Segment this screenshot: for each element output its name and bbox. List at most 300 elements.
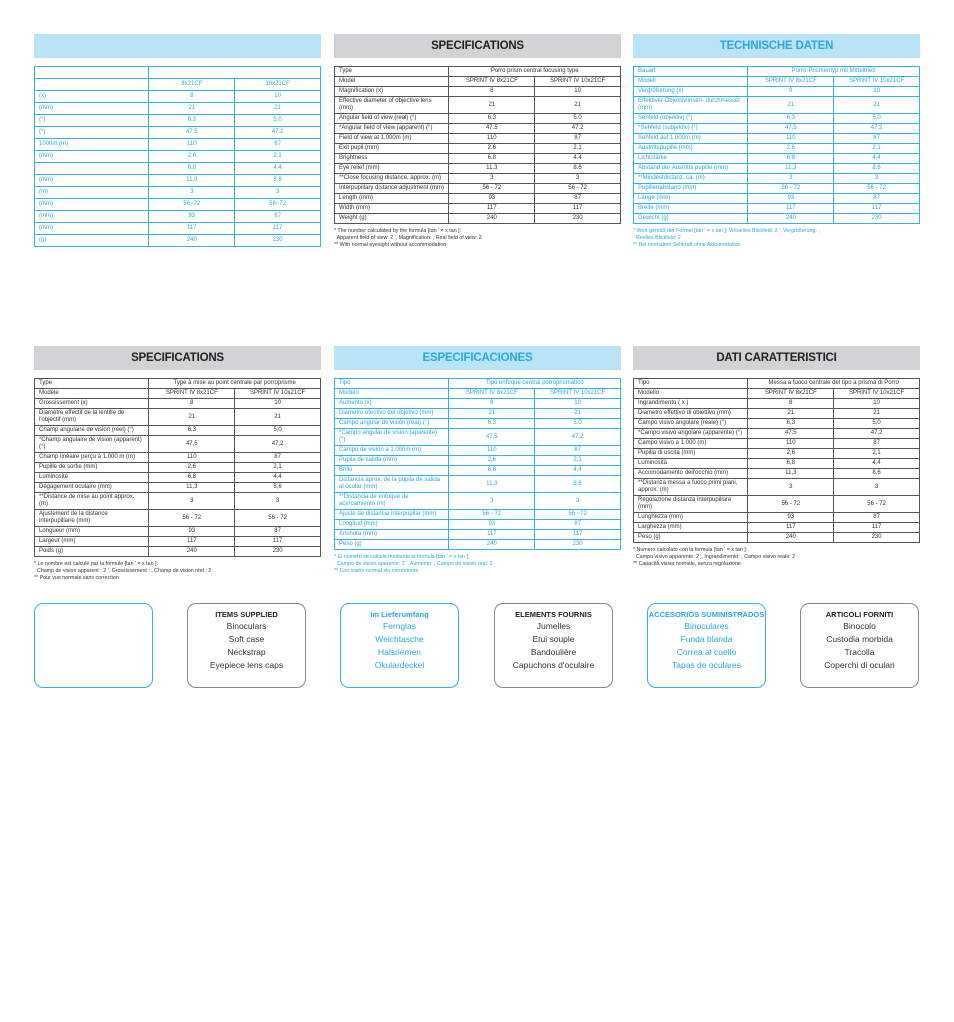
- table-row: [634, 479, 920, 496]
- cell-value: SPRINT IV 8x21CF: [149, 389, 235, 399]
- cell-value: 87: [834, 134, 920, 144]
- cell-value: 2,1: [834, 449, 920, 459]
- supplied-item: Neckstrap: [227, 647, 266, 657]
- cell-value: 2,1: [235, 463, 321, 473]
- row-label: Brightness: [335, 154, 449, 164]
- row-label: Ingrandimento ( x ): [634, 399, 748, 409]
- row-label: Bauart: [634, 67, 748, 77]
- table-row: [634, 409, 920, 419]
- row-label: [35, 67, 149, 79]
- cell-value: 240: [748, 214, 834, 224]
- items-supplied-box-es: [647, 603, 766, 688]
- cell-value: 47.2: [235, 127, 321, 139]
- cell-value: 230: [535, 540, 621, 550]
- items-supplied-title: ACCESORIOS SUMINISTRADOS: [648, 610, 765, 619]
- cell-value: 6.3: [449, 114, 535, 124]
- cell-value: 3: [449, 174, 535, 184]
- row-label: *Sehfeld (subjektiv) (°): [634, 124, 748, 134]
- cell-value: 21: [449, 409, 535, 419]
- cell-value: 117: [235, 537, 321, 547]
- row-label: Angular field of view (real) (°): [335, 114, 449, 124]
- footnote-line: Champ de vision apparent : 2 ', Grossissement : , Champ de vision réel : 2: [34, 568, 212, 574]
- table-row: [35, 67, 321, 79]
- cell-value: 6.8: [449, 154, 535, 164]
- cell-value: 3: [149, 187, 235, 199]
- cell-value: 5.0: [535, 114, 621, 124]
- cell-value: Porro prism central focusing type: [449, 67, 621, 77]
- cell-value: 11,3: [449, 476, 535, 493]
- spec-section-es: [334, 346, 621, 575]
- cell-value: 4,4: [535, 466, 621, 476]
- cell-value: 47,2: [235, 436, 321, 453]
- row-label: Modell: [634, 77, 748, 87]
- table-row: [634, 429, 920, 439]
- cell-value: 56 - 72: [449, 510, 535, 520]
- cell-value: 4,4: [834, 459, 920, 469]
- row-label: 1000m (m): [35, 139, 149, 151]
- cell-value: 117: [449, 204, 535, 214]
- cell-value: 87: [834, 439, 920, 449]
- cell-value: 240: [449, 214, 535, 224]
- table-row: [335, 456, 621, 466]
- table-row: [335, 114, 621, 124]
- table-row: [335, 540, 621, 550]
- table-row: [335, 154, 621, 164]
- table-row: [35, 139, 321, 151]
- table-row: [335, 520, 621, 530]
- cell-value: 2.1: [235, 151, 321, 163]
- section-header: [34, 34, 321, 58]
- cell-value: 11.3: [149, 175, 235, 187]
- cell-value: 240: [149, 235, 235, 247]
- cell-value: 6,8: [149, 473, 235, 483]
- table-row: [335, 174, 621, 184]
- table-row: [634, 174, 920, 184]
- cell-value: 2,6: [449, 456, 535, 466]
- cell-value: 2.6: [449, 144, 535, 154]
- footnote-line: Campo de visión aparente: 2 ', Aumento: , Campo de visión real: 2: [334, 561, 493, 567]
- row-label: (m): [35, 187, 149, 199]
- row-label: Sehfeld auf 1.000m (m): [634, 134, 748, 144]
- cell-value: 5,0: [535, 419, 621, 429]
- supplied-item: Funda blanda: [680, 634, 733, 644]
- row-label: Type: [35, 379, 149, 389]
- table-row: [35, 115, 321, 127]
- cell-value: 2,1: [535, 456, 621, 466]
- row-label: (x): [35, 91, 149, 103]
- row-label: (mm): [35, 211, 149, 223]
- footnote-line: Reelles Blickfeld: 2: [633, 235, 681, 241]
- table-row: [35, 79, 321, 91]
- cell-value: 240: [449, 540, 535, 550]
- cell-value: 110: [449, 446, 535, 456]
- cell-value: 93: [449, 194, 535, 204]
- cell-value: 87: [834, 194, 920, 204]
- table-row: [634, 87, 920, 97]
- supplied-item: Binocolo: [843, 621, 876, 631]
- spec-section-jp: [34, 34, 321, 247]
- cell-value: 2,6: [748, 144, 834, 154]
- table-row: [634, 523, 920, 533]
- row-label: Luminosità: [634, 459, 748, 469]
- table-row: [634, 459, 920, 469]
- cell-value: 10x21CF: [235, 79, 321, 91]
- row-label: Gewicht (g): [634, 214, 748, 224]
- cell-value: 56 - 72: [834, 496, 920, 513]
- row-label: Dégagement oculaire (mm): [35, 483, 149, 493]
- row-label: Model: [335, 77, 449, 87]
- cell-value: 4.4: [535, 154, 621, 164]
- cell-value: 110: [449, 134, 535, 144]
- row-label: Grossissement (x): [35, 399, 149, 409]
- table-row: [634, 513, 920, 523]
- row-label: Diámetro efectivo del objetivo (mm): [335, 409, 449, 419]
- row-label: **Distance de mise au point approx. (m): [35, 493, 149, 510]
- cell-value: SPRINT IV 10x21CF: [834, 77, 920, 87]
- table-row: [335, 419, 621, 429]
- row-label: Modèle: [35, 389, 149, 399]
- row-label: Larghezza (mm): [634, 523, 748, 533]
- cell-value: 5.0: [235, 115, 321, 127]
- row-label: Campo visivo angolare (reale) (°): [634, 419, 748, 429]
- supplied-item: Jumelles: [536, 621, 571, 631]
- row-label: Accomodamento dell'occhio (mm): [634, 469, 748, 479]
- section-header: TECHNISCHE DATEN: [633, 34, 920, 58]
- table-row: [634, 184, 920, 194]
- table-row: [634, 533, 920, 543]
- cell-value: 93: [748, 194, 834, 204]
- cell-value: 5,0: [235, 426, 321, 436]
- cell-value: 8.6: [235, 175, 321, 187]
- cell-value: 110: [149, 453, 235, 463]
- row-label: (°): [35, 127, 149, 139]
- cell-value: 87: [535, 446, 621, 456]
- table-row: [35, 409, 321, 426]
- cell-value: 3: [535, 493, 621, 510]
- row-label: Abstand der Austritts pupille (mm): [634, 164, 748, 174]
- cell-value: 93: [149, 527, 235, 537]
- table-row: [335, 134, 621, 144]
- row-label: (mm): [35, 223, 149, 235]
- cell-value: SPRINT IV 10x21CF: [535, 77, 621, 87]
- table-row: [35, 453, 321, 463]
- row-label: Anchura (mm): [335, 530, 449, 540]
- row-label: Austrittspupille (mm): [634, 144, 748, 154]
- table-row: [634, 134, 920, 144]
- row-label: Vergrößerung (x): [634, 87, 748, 97]
- table-row: [35, 163, 321, 175]
- supplied-item: Capuchons d'oculaire: [512, 660, 595, 670]
- row-label: Diamètre effectif de la lentille de l'objectif (mm): [35, 409, 149, 426]
- row-label: Magnification (x): [335, 87, 449, 97]
- cell-value: 240: [149, 547, 235, 557]
- cell-value: 56~72: [235, 199, 321, 211]
- spec-table: [334, 378, 621, 550]
- cell-value: 4,4: [235, 473, 321, 483]
- table-row: [634, 214, 920, 224]
- cell-value: 47,2: [535, 429, 621, 446]
- cell-value: 117: [834, 204, 920, 214]
- cell-value: 2.6: [149, 151, 235, 163]
- supplied-item: Soft case: [228, 634, 265, 644]
- cell-value: 3: [449, 493, 535, 510]
- table-row: [634, 124, 920, 134]
- cell-value: 21: [748, 409, 834, 419]
- row-label: Lichtstärke: [634, 154, 748, 164]
- items-supplied-box-fr: [494, 603, 613, 688]
- row-label: Tipo: [335, 379, 449, 389]
- footnote-line: ** Bei normalem Sehkraft ohne Akkomodation: [633, 242, 741, 248]
- table-row: [335, 214, 621, 224]
- table-row: [35, 537, 321, 547]
- cell-value: SPRINT IV 10x21CF: [834, 389, 920, 399]
- cell-value: 56 - 72: [834, 184, 920, 194]
- table-row: [35, 103, 321, 115]
- cell-value: 87: [535, 134, 621, 144]
- table-row: [634, 496, 920, 513]
- section-header: DATI CARATTERISTICI: [633, 346, 920, 370]
- spec-section-fr: [34, 346, 321, 582]
- row-label: Effective diameter of objective lens (mm): [335, 97, 449, 114]
- cell-value: SPRINT IV 10x21CF: [535, 389, 621, 399]
- table-row: [35, 199, 321, 211]
- cell-value: 117: [834, 523, 920, 533]
- footnote-line: Campo visivo apparente: 2 ', Ingrandimento: , Campo visivo reale: 2: [633, 554, 796, 560]
- row-label: Brillo: [335, 466, 449, 476]
- cell-value: 6,3: [449, 419, 535, 429]
- table-row: [35, 426, 321, 436]
- row-label: Pupillenabstand (mm): [634, 184, 748, 194]
- table-row: [35, 175, 321, 187]
- table-row: [335, 493, 621, 510]
- row-label: Longueur (mm): [35, 527, 149, 537]
- table-row: [634, 144, 920, 154]
- table-row: [35, 151, 321, 163]
- table-row: [335, 204, 621, 214]
- row-label: *Champ angulaire de vision (apparent) (°): [35, 436, 149, 453]
- items-supplied-title: ARTICOLI FORNITI: [825, 610, 894, 619]
- row-label: **Close focusing distance, approx. (m): [335, 174, 449, 184]
- items-supplied-box-en: [187, 603, 306, 688]
- row-label: Lunghezza (mm): [634, 513, 748, 523]
- cell-value: 21: [535, 97, 621, 114]
- table-row: [634, 419, 920, 429]
- row-label: Luminosité: [35, 473, 149, 483]
- row-label: Type: [335, 67, 449, 77]
- table-row: [335, 389, 621, 399]
- table-row: [335, 429, 621, 446]
- cell-value: 87: [235, 139, 321, 151]
- table-row: [335, 67, 621, 77]
- row-label: [35, 163, 149, 175]
- cell-value: 8,6: [235, 483, 321, 493]
- cell-value: SPRINT IV 8x21CF: [748, 77, 834, 87]
- row-label: Length (mm): [335, 194, 449, 204]
- cell-value: 47.5: [149, 127, 235, 139]
- row-label: Weight (g): [335, 214, 449, 224]
- row-label: Field of view at 1,000m (m): [335, 134, 449, 144]
- table-row: [335, 124, 621, 134]
- row-label: (°): [35, 115, 149, 127]
- cell-value: 8: [748, 399, 834, 409]
- table-row: [35, 389, 321, 399]
- row-label: Länge (mm): [634, 194, 748, 204]
- footnote-line: ** Pour vue normale sans correction: [34, 575, 119, 581]
- cell-value: 87: [235, 453, 321, 463]
- footnote-line: * Numero calcolato con la formula [tan ' = x tan ]:: [633, 547, 748, 553]
- cell-value: 117: [235, 223, 321, 235]
- table-row: [35, 379, 321, 389]
- cell-value: 230: [535, 214, 621, 224]
- row-label: Exit pupil (mm): [335, 144, 449, 154]
- cell-value: 5,0: [834, 114, 920, 124]
- footnote-line: ** With normal eyesight without accommodation: [334, 242, 447, 248]
- cell-value: 3: [834, 479, 920, 496]
- cell-value: 8,6: [535, 476, 621, 493]
- cell-value: 21: [235, 103, 321, 115]
- cell-value: SPRINT IV 10x21CF: [235, 389, 321, 399]
- spec-table: [34, 66, 321, 247]
- cell-value: 4,4: [834, 154, 920, 164]
- row-label: *Angular field of view (apparent) (°): [335, 124, 449, 134]
- cell-value: 3: [235, 187, 321, 199]
- table-row: [335, 379, 621, 389]
- row-label: Champ angulaire de vision (réel) (°): [35, 426, 149, 436]
- items-supplied-box-it: [800, 603, 919, 688]
- cell-value: 110: [149, 139, 235, 151]
- cell-value: 21: [834, 409, 920, 419]
- cell-value: 93: [149, 211, 235, 223]
- row-label: **Mindestdistanz, ca. (m): [634, 174, 748, 184]
- table-row: [335, 510, 621, 520]
- cell-value: Tipo enfoque central porroprismático: [449, 379, 621, 389]
- cell-value: 6.3: [149, 115, 235, 127]
- cell-value: 8: [449, 399, 535, 409]
- footnotes: [633, 228, 920, 249]
- cell-value: 87: [834, 513, 920, 523]
- table-row: [335, 77, 621, 87]
- cell-value: 3: [235, 493, 321, 510]
- cell-value: 10: [235, 91, 321, 103]
- cell-value: 117: [535, 204, 621, 214]
- spec-table: [34, 378, 321, 557]
- cell-value: 87: [535, 520, 621, 530]
- row-label: Width (mm): [335, 204, 449, 214]
- items-supplied-box-jp: [34, 603, 153, 688]
- cell-value: 6.8: [149, 163, 235, 175]
- table-row: [35, 127, 321, 139]
- cell-value: 4.4: [235, 163, 321, 175]
- cell-value: SPRINT IV 8x21CF: [449, 77, 535, 87]
- row-label: *Campo visivo angolare (apparente) (°): [634, 429, 748, 439]
- cell-value: 47.5: [449, 124, 535, 134]
- items-supplied-title: Im Lieferumfang: [370, 610, 429, 619]
- table-row: [335, 409, 621, 419]
- spec-section-en: [334, 34, 621, 249]
- cell-value: 6,3: [748, 419, 834, 429]
- row-label: Eye relief (mm): [335, 164, 449, 174]
- row-label: **Distancia de enfoque de acercamiento (m): [335, 493, 449, 510]
- table-row: [35, 235, 321, 247]
- section-header: ESPECIFICACIONES: [334, 346, 621, 370]
- table-row: [335, 164, 621, 174]
- table-row: [335, 399, 621, 409]
- table-row: [35, 463, 321, 473]
- row-label: (mm): [35, 199, 149, 211]
- cell-value: 6,3: [149, 426, 235, 436]
- cell-value: 11,3: [149, 483, 235, 493]
- cell-value: 3: [748, 479, 834, 496]
- cell-value: 2.1: [535, 144, 621, 154]
- row-label: (mm): [35, 151, 149, 163]
- supplied-item: Binoculars: [226, 621, 267, 631]
- table-row: [634, 469, 920, 479]
- cell-value: 56~72: [149, 199, 235, 211]
- cell-value: 2,6: [149, 463, 235, 473]
- cell-value: 93: [748, 513, 834, 523]
- row-label: Largeur (mm): [35, 537, 149, 547]
- supplied-item: Bandoulière: [530, 647, 577, 657]
- table-row: [35, 510, 321, 527]
- supplied-item: Tracolla: [844, 647, 875, 657]
- row-label: Peso (g): [335, 540, 449, 550]
- cell-value: 117: [149, 223, 235, 235]
- cell-value: 3: [535, 174, 621, 184]
- cell-value: 10: [834, 399, 920, 409]
- cell-value: 110: [748, 439, 834, 449]
- row-label: Pupila de salida (mm): [335, 456, 449, 466]
- cell-value: 117: [535, 530, 621, 540]
- table-row: [35, 187, 321, 199]
- cell-value: 47,2: [834, 429, 920, 439]
- table-row: [35, 436, 321, 453]
- cell-value: 117: [149, 537, 235, 547]
- cell-value: 21: [748, 97, 834, 114]
- cell-value: 5,0: [834, 419, 920, 429]
- cell-value: [149, 67, 321, 79]
- table-row: [335, 476, 621, 493]
- table-row: [634, 67, 920, 77]
- footnote-line: * Wert gemäß der Formel [tan ' = x tan ]: Virtuelles Blickfeld: 2 ', Vergrößerung: ,: [633, 228, 820, 234]
- table-row: [35, 527, 321, 537]
- row-label: Peso (g): [634, 533, 748, 543]
- cell-value: 8x21CF: [149, 79, 235, 91]
- table-row: [634, 439, 920, 449]
- footnote-line: * Le nombre est calculé par la formule [tan ' = x tan ]:: [34, 561, 158, 567]
- supplied-item: Custodia morbida: [826, 634, 893, 644]
- cell-value: 6,8: [449, 466, 535, 476]
- cell-value: 8: [748, 87, 834, 97]
- table-row: [35, 223, 321, 235]
- row-label: Distancia aprox. de la pupila de salida al ocular (mm): [335, 476, 449, 493]
- footnotes: [34, 561, 321, 582]
- cell-value: 8,6: [834, 469, 920, 479]
- cell-value: 47,5: [149, 436, 235, 453]
- cell-value: 230: [235, 235, 321, 247]
- cell-value: 87: [535, 194, 621, 204]
- table-row: [634, 97, 920, 114]
- footnote-line: Apparent field of view: 2 ', Magnification: , Real field of view: 2: [334, 235, 482, 241]
- footnote-line: ** Con visión normal sin correctores: [334, 568, 419, 574]
- cell-value: 8: [149, 91, 235, 103]
- cell-value: 56 - 72: [235, 510, 321, 527]
- row-label: *Campo angular de visión (aparente) (°): [335, 429, 449, 446]
- spec-section-de: [633, 34, 920, 249]
- spec-section-it: [633, 346, 920, 568]
- supplied-item: Okulardeckel: [374, 660, 425, 670]
- items-supplied-title: ITEMS SUPPLIED: [215, 610, 278, 619]
- footnotes: [334, 554, 621, 575]
